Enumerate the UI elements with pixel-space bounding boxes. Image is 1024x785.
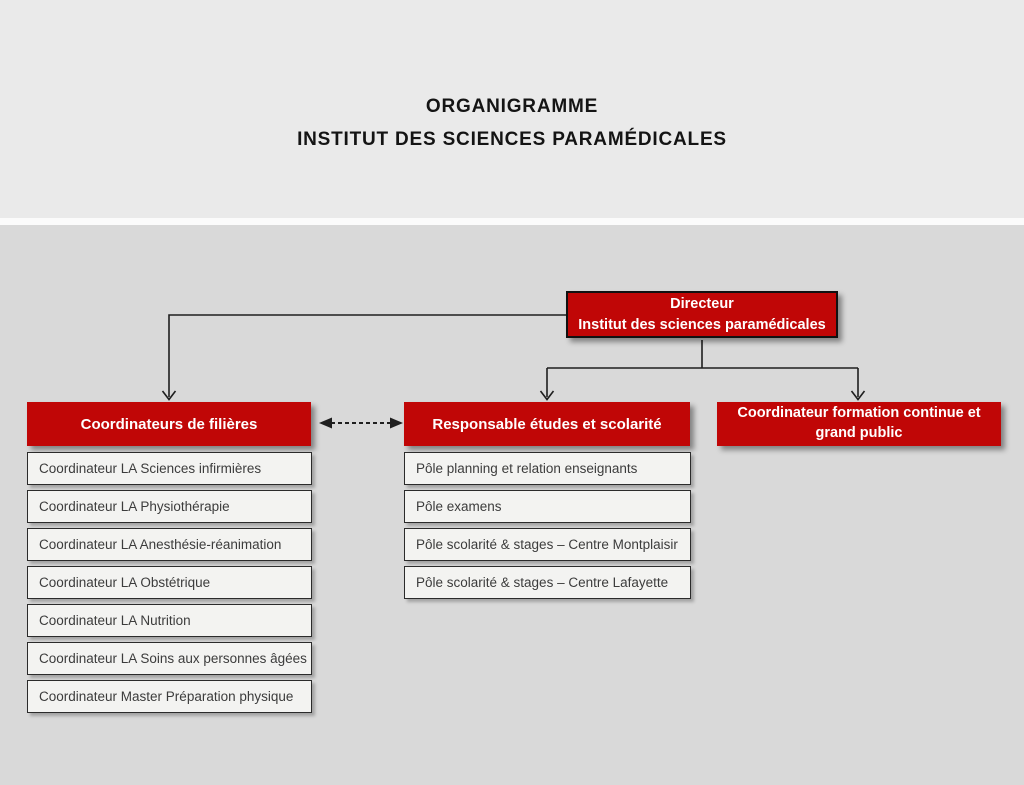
director-split-connector	[541, 340, 865, 400]
filieres-item: Coordinateur LA Nutrition	[27, 604, 312, 637]
etudes-item: Pôle planning et relation enseignants	[404, 452, 691, 485]
formation-header-box: Coordinateur formation continue et grand public	[717, 402, 1001, 446]
director-to-filieres-connector	[163, 315, 567, 400]
etudes-item: Pôle scolarité & stages – Centre Lafayette	[404, 566, 691, 599]
page-title	[0, 90, 1024, 156]
page-title-line1: ORGANIGRAMME	[425, 96, 599, 117]
dashed-double-arrow	[319, 418, 403, 429]
filieres-item: Coordinateur LA Physiothérapie	[27, 490, 312, 523]
filieres-item: Coordinateur LA Obstétrique	[27, 566, 312, 599]
director-subtitle: Institut des sciences paramédicales	[578, 316, 826, 333]
filieres-item: Coordinateur LA Sciences infirmières	[27, 452, 312, 485]
filieres-item: Coordinateur Master Préparation physique	[27, 680, 312, 713]
page-title-line2: INSTITUT DES SCIENCES PARAMÉDICALES	[297, 129, 727, 150]
filieres-header-box: Coordinateurs de filières	[27, 402, 311, 446]
etudes-header-box: Responsable études et scolarité	[404, 402, 690, 446]
filieres-item: Coordinateur LA Soins aux personnes âgées	[27, 642, 312, 675]
director-box	[566, 291, 838, 338]
director-title: Directeur	[670, 296, 734, 313]
etudes-item: Pôle examens	[404, 490, 691, 523]
filieres-item: Coordinateur LA Anesthésie-réanimation	[27, 528, 312, 561]
etudes-item: Pôle scolarité & stages – Centre Montplaisir	[404, 528, 691, 561]
section-divider	[0, 218, 1024, 225]
